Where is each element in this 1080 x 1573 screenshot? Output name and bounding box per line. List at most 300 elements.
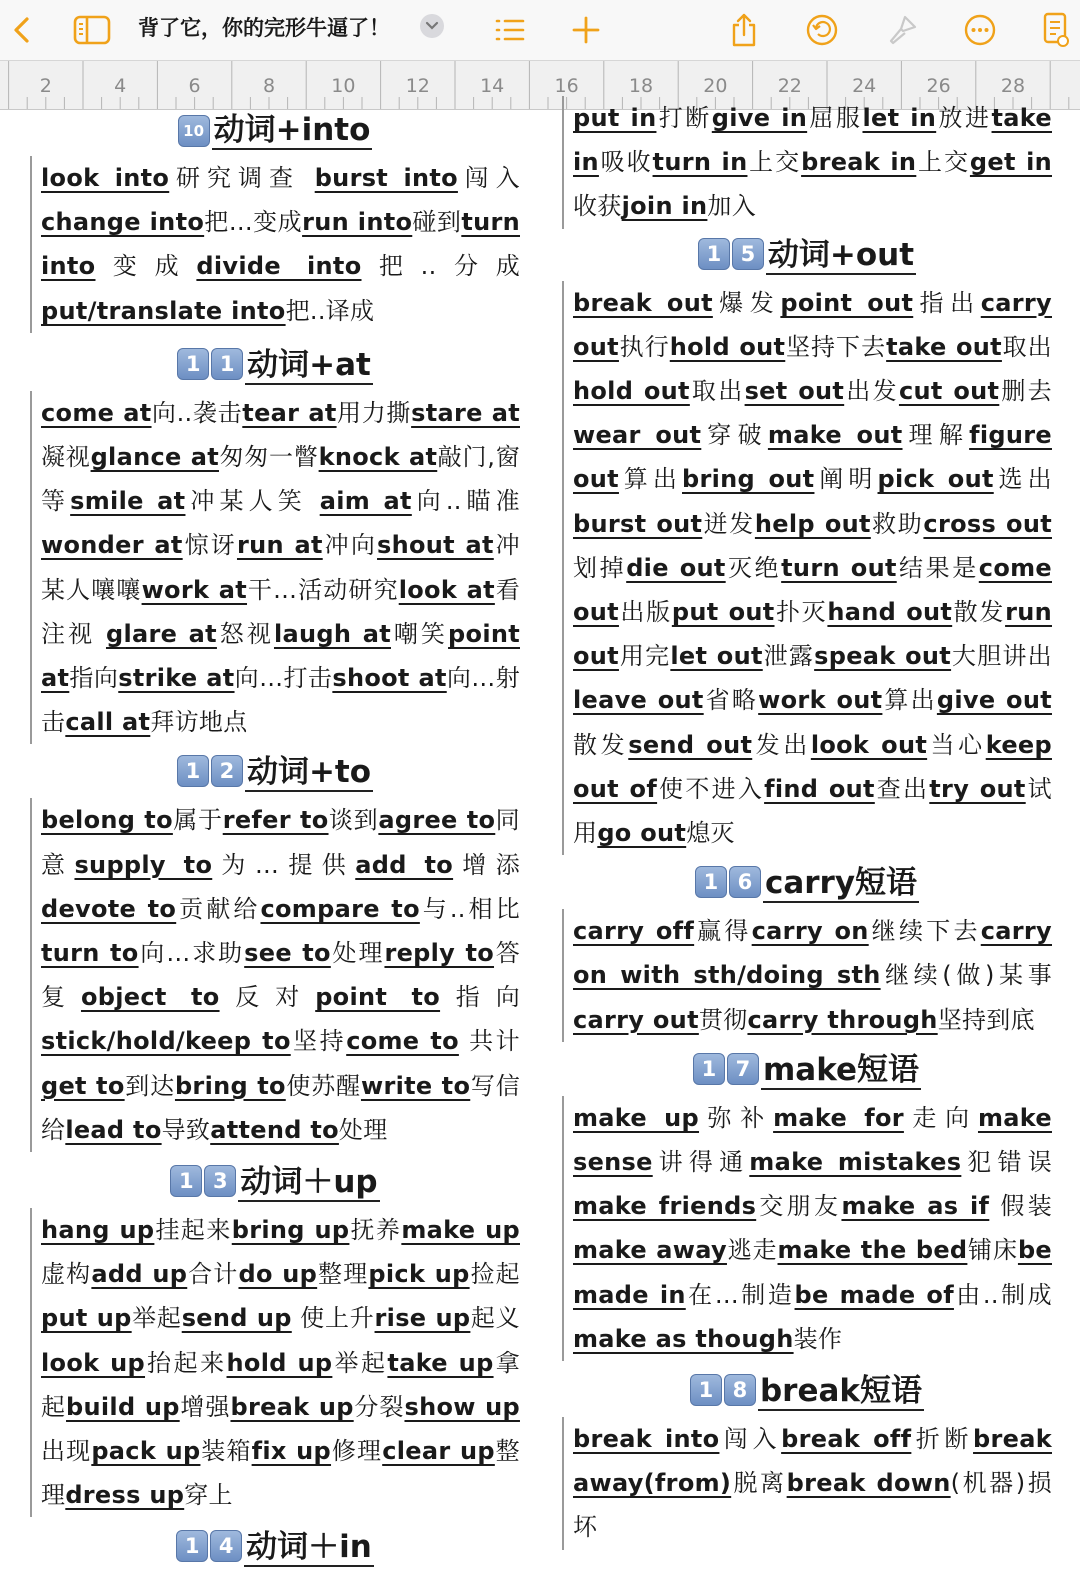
meaning: 穿上 — [184, 1481, 233, 1510]
meaning: 把..分成 — [361, 252, 520, 281]
meaning: 打断 — [656, 104, 712, 132]
meaning: 共计 — [458, 1027, 520, 1056]
phrase: shout at — [377, 531, 494, 560]
section-17-heading — [562, 1048, 1052, 1096]
meaning: 分裂 — [353, 1392, 405, 1421]
meaning: 赢得 — [694, 917, 752, 946]
meaning: 整理 — [317, 1260, 369, 1289]
section-in-continued-body — [562, 96, 1052, 229]
meaning: 穿破 — [701, 421, 768, 450]
section-11-heading — [30, 343, 520, 391]
meaning: 冲某人嚷嚷 — [41, 531, 520, 604]
keycap-number: 1 — [695, 866, 727, 898]
phrase: die out — [626, 553, 726, 582]
meaning: 指向 — [440, 983, 521, 1012]
meaning: 省略 — [703, 686, 759, 715]
phrase: hold out — [573, 377, 690, 406]
meaning: 增强 — [179, 1392, 231, 1421]
keycap-number: 1 — [690, 1374, 722, 1406]
keycap-number: 8 — [724, 1374, 756, 1406]
section-title: 动词+to — [246, 754, 372, 791]
chevron-down-icon[interactable] — [420, 14, 444, 38]
meaning: 折断 — [911, 1425, 974, 1454]
phrase: supply to — [74, 850, 213, 879]
meaning: 匆匆一瞥 — [218, 443, 319, 472]
meaning: 装作 — [793, 1324, 843, 1353]
keycap-number: 1 — [693, 1053, 725, 1085]
keycap-number: 6 — [729, 866, 761, 898]
meaning: 加入 — [707, 192, 757, 221]
section-14-heading — [30, 1525, 520, 1573]
meaning: 使上升 — [291, 1304, 375, 1333]
phrase: add up — [91, 1260, 188, 1289]
phrase: help out — [754, 509, 871, 538]
meaning: 写信给 — [41, 1071, 520, 1144]
keycap-number: 3 — [204, 1165, 236, 1197]
phrase: belong to — [41, 806, 173, 835]
phrase: carry on — [751, 917, 869, 946]
undo-icon[interactable] — [800, 8, 844, 52]
phrase: break up — [230, 1392, 354, 1421]
phrase: break into — [573, 1425, 720, 1454]
left-column — [30, 108, 520, 1573]
phrase: see to — [244, 939, 331, 968]
phrase: find out — [764, 774, 875, 803]
meaning: 大胆讲出 — [951, 642, 1052, 671]
meaning: 贡献给 — [176, 894, 261, 923]
phrase: work out — [758, 686, 883, 715]
meaning: 结果是 — [896, 553, 979, 582]
more-icon[interactable] — [958, 8, 1002, 52]
meaning: 坚持下去 — [785, 332, 887, 361]
phrase: look out — [810, 730, 928, 759]
phrase: clear up — [382, 1437, 495, 1466]
phrase: carry through — [747, 1005, 938, 1034]
phrase: smile at — [70, 487, 186, 516]
phrase: hold out — [669, 332, 786, 361]
section-12-heading — [30, 750, 520, 798]
meaning: 虚构 — [41, 1260, 92, 1289]
meaning: (机器)损坏 — [573, 1469, 1052, 1542]
share-icon[interactable] — [722, 8, 766, 52]
phrase: give out — [936, 686, 1052, 715]
ruler-label: 18 — [628, 75, 654, 97]
right-column — [562, 104, 1053, 1550]
meaning: 捡起 — [469, 1260, 520, 1289]
section-11-body — [30, 391, 520, 745]
meaning: 取出 — [689, 377, 745, 406]
meaning: 向…打击 — [234, 664, 333, 693]
ruler-label: 20 — [703, 75, 728, 97]
meaning: 增添 — [453, 850, 521, 879]
phrase: make friends — [573, 1192, 757, 1221]
back-icon[interactable] — [0, 8, 44, 52]
section-title: break短语 — [759, 1373, 923, 1410]
section-18-heading — [562, 1369, 1052, 1417]
meaning: 闯入 — [457, 164, 520, 192]
meaning: 闯入 — [719, 1425, 782, 1454]
phrase: break away(from) — [573, 1425, 1052, 1498]
phrase: put up — [41, 1304, 132, 1333]
phrase: agree to — [378, 806, 496, 835]
meaning: 散发 — [573, 730, 629, 759]
phrase: work at — [141, 575, 248, 604]
phrase: let out — [670, 642, 763, 671]
meaning: 逃走 — [726, 1236, 778, 1265]
phrase: build up — [66, 1392, 180, 1421]
phrase: take out — [886, 332, 1002, 361]
phrase: carry out — [573, 288, 1052, 361]
meaning: 整理 — [41, 1437, 520, 1510]
section-title: carry短语 — [764, 865, 918, 902]
meaning: 向…求助 — [138, 939, 245, 968]
meaning: 指出 — [913, 288, 981, 317]
keycap-number: 1 — [170, 1165, 202, 1197]
section-10-body — [30, 156, 520, 333]
ruler-label: 24 — [852, 75, 877, 97]
phrase: set out — [744, 377, 845, 406]
phrase: join in — [621, 192, 708, 221]
phrase: turn into — [41, 208, 520, 281]
meaning: 向..袭击 — [151, 398, 243, 427]
keycap-number: 1 — [176, 1530, 208, 1562]
phrase: leave out — [573, 686, 704, 715]
meaning: 举起 — [332, 1348, 388, 1377]
meaning: 属于 — [172, 806, 223, 835]
phrase: carry on with sth/doing sth — [573, 917, 1052, 990]
phrase: burst out — [573, 509, 703, 538]
meaning: 阐明 — [814, 465, 878, 494]
meaning: 拜访地点 — [150, 708, 248, 737]
phrase: wear out — [573, 421, 702, 450]
meaning: 谈到 — [328, 806, 379, 835]
phrase: do up — [238, 1260, 318, 1289]
meaning: 使不进入 — [657, 774, 765, 803]
phrase: come to — [346, 1027, 459, 1056]
phrase: make the bed — [777, 1236, 968, 1265]
brush-icon[interactable] — [880, 8, 924, 52]
meaning: 与..相比 — [419, 894, 520, 923]
phrase: make as though — [573, 1324, 794, 1353]
meaning: 变成 — [95, 252, 197, 281]
ruler-label: 2 — [39, 75, 52, 97]
phrase: wonder at — [41, 531, 183, 560]
meaning: 贯彻 — [698, 1005, 748, 1034]
phrase: run at — [236, 531, 323, 560]
meaning: 走向 — [903, 1103, 978, 1132]
section-title: 动词+at — [247, 346, 371, 383]
section-title: make短语 — [762, 1051, 920, 1088]
meaning: 抚养 — [349, 1216, 402, 1245]
phrase: try out — [929, 774, 1026, 803]
phrase: carry out — [573, 1005, 699, 1034]
list-icon[interactable] — [488, 8, 532, 52]
meaning: 出发 — [844, 377, 899, 406]
meaning: 救助 — [870, 509, 924, 538]
ruler-label: 12 — [405, 75, 430, 97]
meaning: 起义 — [470, 1304, 520, 1333]
phrase: look into — [41, 164, 170, 192]
meaning: 用完 — [618, 642, 671, 671]
meaning: 算出 — [882, 686, 937, 715]
meaning: 讲得通 — [652, 1148, 750, 1177]
phrase: call at — [65, 708, 151, 737]
ruler-label: 10 — [331, 75, 356, 97]
ruler-label: 28 — [1000, 75, 1026, 97]
phrase: shoot at — [332, 664, 447, 693]
document-icon[interactable] — [1034, 8, 1078, 52]
phrase: make sense — [573, 1103, 1052, 1177]
keycap-number: 7 — [727, 1053, 759, 1085]
ruler-label: 6 — [188, 75, 201, 97]
meaning: 假装 — [989, 1192, 1053, 1221]
section-12-body — [30, 798, 520, 1152]
meaning: 为…提供 — [212, 850, 356, 879]
phrase: be made of — [794, 1280, 954, 1309]
phrase: give in — [711, 104, 808, 132]
phrase: take up — [387, 1348, 494, 1377]
phrase: object to — [80, 983, 220, 1012]
phrase: bring to — [174, 1071, 286, 1100]
phrase: point at — [41, 619, 520, 693]
phrase: point out — [780, 288, 914, 317]
phrase: put out — [671, 598, 775, 627]
meaning: 算出 — [618, 465, 683, 494]
section-title: 动词+out — [767, 236, 915, 273]
phrase: put in — [573, 104, 657, 132]
phrase: turn to — [41, 939, 139, 968]
meaning: 举起 — [131, 1304, 182, 1333]
meaning: 交朋友 — [756, 1192, 842, 1221]
phrase: make mistakes — [749, 1148, 962, 1177]
meaning: 敲门,窗等 — [41, 443, 521, 516]
meaning: 发出 — [752, 730, 811, 759]
ruler-label: 14 — [480, 75, 505, 97]
phrase: bring out — [682, 465, 815, 494]
phrase: figure out — [573, 421, 1052, 494]
keycap-number: 4 — [210, 1530, 242, 1562]
meaning: 指向 — [69, 664, 119, 693]
phrase: strike at — [118, 664, 235, 693]
phrase: break down — [786, 1469, 951, 1498]
meaning: 干…活动研究 — [247, 575, 399, 604]
section-10-heading — [30, 108, 520, 156]
meaning: 冲向 — [322, 531, 378, 560]
phrase: keep out of — [573, 730, 1052, 803]
meaning: 上交 — [916, 148, 970, 177]
phrase: tear at — [242, 398, 337, 427]
meaning: 爆发 — [712, 288, 781, 317]
meaning: 收获 — [573, 192, 622, 221]
meaning: 导致 — [161, 1115, 211, 1144]
ruler-label: 8 — [262, 75, 276, 97]
meaning: 选出 — [993, 465, 1052, 494]
ruler-label: 22 — [777, 75, 802, 97]
add-icon[interactable] — [564, 8, 608, 52]
section-17-body — [562, 1096, 1052, 1361]
meaning: 拿起 — [41, 1348, 521, 1421]
phrase: turn in — [652, 148, 748, 177]
phrase: stare at — [411, 398, 520, 427]
phrase: burst into — [314, 164, 458, 192]
meaning: 由..制成 — [953, 1280, 1052, 1309]
meaning: 反对 — [219, 983, 316, 1012]
phrase: hang up — [41, 1216, 155, 1245]
ruler-label: 4 — [114, 75, 127, 97]
meaning: 同意 — [41, 806, 520, 879]
meaning: 放进 — [936, 104, 992, 132]
ruler-label: 26 — [926, 75, 951, 97]
meaning: 出版 — [618, 598, 672, 627]
meaning: 铺床 — [967, 1236, 1018, 1265]
phrase: get to — [41, 1071, 125, 1100]
meaning: 处理 — [338, 1115, 388, 1144]
phrase: knock at — [318, 443, 438, 472]
meaning: 处理 — [330, 939, 385, 968]
phrase: dress up — [65, 1481, 185, 1510]
meaning: 犯错误 — [961, 1148, 1052, 1177]
phrase: write to — [360, 1071, 471, 1100]
meaning: 碰到 — [412, 208, 462, 237]
meaning: 把..译成 — [285, 296, 375, 325]
meaning: 用力撕 — [336, 398, 412, 427]
phrase: look at — [398, 575, 495, 604]
meaning: 迸发 — [702, 509, 755, 538]
meaning: 脱离 — [731, 1469, 787, 1498]
meaning: 执行 — [618, 332, 670, 361]
phrase: compare to — [260, 894, 420, 923]
section-15-body — [562, 281, 1052, 856]
keycap-number: 1 — [177, 755, 209, 787]
keycap-number: 1 — [698, 238, 730, 270]
section-title: 动词＋in — [246, 1529, 372, 1566]
phrase: run out — [573, 598, 1052, 671]
section-16-heading — [562, 861, 1052, 909]
phrase: laugh at — [273, 619, 391, 648]
meaning: 装箱 — [200, 1437, 252, 1466]
phrase: change into — [41, 208, 205, 237]
meaning: 向…射击 — [41, 664, 521, 737]
section-13-body — [30, 1208, 520, 1517]
phrase: devote to — [41, 894, 177, 923]
section-title: 动词+into — [213, 112, 371, 148]
phrase: make up — [401, 1216, 520, 1245]
phrase: lead to — [65, 1115, 162, 1144]
meaning: 理解 — [902, 421, 970, 450]
keycap-number: 1 — [211, 348, 243, 380]
phrase: speak out — [814, 642, 952, 671]
meaning: 修理 — [331, 1437, 383, 1466]
meaning: 泄露 — [762, 642, 815, 671]
phrase: run into — [302, 208, 413, 237]
phrase: glare at — [105, 619, 217, 648]
phrase: pack up — [91, 1437, 201, 1466]
phrase: aim at — [319, 487, 412, 516]
meaning: 坚持 — [290, 1027, 347, 1056]
meaning: 扑灭 — [774, 598, 828, 627]
phrase: let in — [862, 104, 937, 132]
meaning: 惊讶 — [182, 531, 237, 560]
meaning: 继续(做)某事 — [880, 961, 1052, 990]
phrase: come at — [41, 398, 152, 427]
ruler-label: 16 — [554, 75, 579, 97]
meaning: 答复 — [41, 939, 520, 1012]
phrase: rise up — [374, 1304, 471, 1333]
phrase: pick out — [877, 465, 994, 494]
keycap-number: 2 — [211, 755, 243, 787]
meaning: 查出 — [874, 774, 930, 803]
meaning: 到达 — [124, 1071, 175, 1100]
phrase: put/translate into — [41, 296, 286, 325]
phrase: fix up — [251, 1437, 332, 1466]
phrase: refer to — [222, 806, 329, 835]
meaning: 冲某人笑 — [185, 487, 320, 516]
section-13-heading — [30, 1160, 520, 1208]
meaning: 嘲笑 — [391, 619, 449, 648]
meaning: 弥补 — [699, 1103, 774, 1132]
phrase: make away — [573, 1236, 727, 1265]
meaning: 上交 — [747, 148, 802, 177]
phrase: attend to — [210, 1115, 339, 1144]
meaning: 继续下去 — [868, 917, 981, 946]
section-title: 动词＋up — [240, 1164, 378, 1201]
meaning: 使苏醒 — [285, 1071, 361, 1100]
phrase: make for — [773, 1103, 904, 1132]
phrase: show up — [404, 1392, 520, 1421]
phrase: hold up — [226, 1348, 333, 1377]
meaning: 出现 — [41, 1437, 92, 1466]
meaning: 凝视 — [41, 443, 91, 472]
meaning: 划掉 — [573, 553, 627, 582]
meaning: 在…制造 — [685, 1280, 795, 1309]
meaning: 散发 — [952, 598, 1006, 627]
phrase: pick up — [368, 1260, 470, 1289]
meaning: 取出 — [1001, 332, 1052, 361]
phrase: make up — [573, 1103, 700, 1132]
keycap-number: 5 — [732, 238, 764, 270]
phrase: reply to — [384, 939, 495, 968]
phrase: cross out — [923, 509, 1052, 538]
meaning: 把…变成 — [204, 208, 303, 237]
phrase: take in — [573, 104, 1052, 177]
section-18-body — [562, 1417, 1052, 1550]
phrase: turn out — [781, 553, 897, 582]
meaning: 坚持到底 — [937, 1005, 1035, 1034]
meaning: 屈服 — [807, 104, 863, 132]
phrase: send out — [628, 730, 753, 759]
phrase: get in — [969, 148, 1052, 177]
meaning: 研究调查 — [169, 164, 315, 192]
section-16-body — [562, 909, 1052, 1042]
document-title: 背了它，你的完形牛逼了！ — [138, 16, 390, 40]
meaning: 吸收 — [598, 148, 653, 177]
phrase: point to — [315, 983, 441, 1012]
phrase: go out — [597, 819, 687, 848]
meaning: 灭绝 — [725, 553, 782, 582]
keycap-number: 10 — [178, 115, 210, 147]
sidebar-icon[interactable] — [70, 8, 114, 52]
phrase: divide into — [196, 252, 362, 281]
phrase: hand out — [827, 598, 953, 627]
meaning: 合计 — [187, 1260, 239, 1289]
meaning: 熄灭 — [686, 819, 735, 848]
keycap-number: 1 — [177, 348, 209, 380]
phrase: make as if — [841, 1192, 990, 1221]
phrase: glance at — [90, 443, 219, 472]
phrase: add to — [355, 850, 454, 879]
phrase: stick/hold/keep to — [41, 1027, 291, 1056]
phrase: make out — [767, 421, 903, 450]
